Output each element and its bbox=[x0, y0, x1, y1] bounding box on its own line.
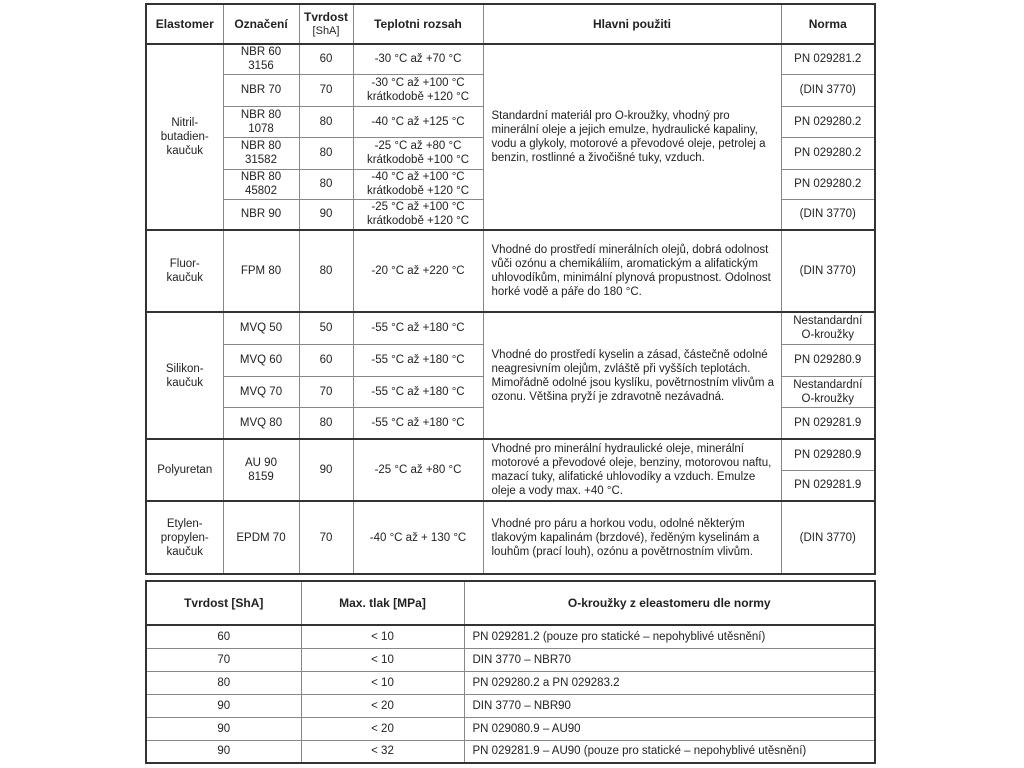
teplota-cell: -55 °C až +180 °C bbox=[353, 376, 483, 407]
tvrdost-cell: 80 bbox=[299, 169, 353, 199]
oznaceni-cell: AU 90 8159 bbox=[223, 439, 299, 501]
tvrdost-cell: 60 bbox=[299, 44, 353, 74]
elastomer-cell: Fluor- kaučuk bbox=[146, 230, 223, 312]
pressure-table bbox=[145, 580, 876, 764]
tlak-cell: < 20 bbox=[301, 717, 464, 740]
teplota-cell: -40 °C až + 130 °C bbox=[353, 501, 483, 574]
table-row bbox=[146, 501, 875, 574]
teplota-cell: -25 °C až +80 °C krátkodobě +100 °C bbox=[353, 137, 483, 169]
tvrdost-cell: 80 bbox=[299, 137, 353, 169]
elastomer-table bbox=[145, 3, 876, 575]
tlak-cell: < 10 bbox=[301, 625, 464, 648]
oznaceni-cell: MVQ 70 bbox=[223, 376, 299, 407]
norma-cell: (DIN 3770) bbox=[781, 74, 875, 106]
tvrdost-cell: 90 bbox=[146, 740, 301, 763]
pouziti-cell: Standardní materiál pro O-kroužky, vhodný pro minerální oleje a jejich emulze, hydraulické kapaliny, vodu a glykoly, motorové a převodové oleje, petrolej a benzin, rostlinné a živočišné tuky, vzduch. bbox=[483, 44, 781, 230]
norma-cell: (DIN 3770) bbox=[781, 199, 875, 230]
oznaceni-cell: NBR 90 bbox=[223, 199, 299, 230]
norma-cell: PN 029281.2 bbox=[781, 44, 875, 74]
header-oznaceni: Označení bbox=[223, 4, 299, 44]
table-row bbox=[146, 671, 875, 694]
norma-cell: PN 029281.9 – AU90 (pouze pro statické – nepohyblivé utěsnění) bbox=[464, 740, 875, 763]
pouziti-cell: Vhodné pro minerální hydraulické oleje, minerální motorové a převodové oleje, benziny, motorovou naftu, mazací tuky, alifatické uhlovodíky a vzduch. Emulze oleje a vody max. +40 °C. bbox=[483, 439, 781, 501]
norma-cell: DIN 3770 – NBR90 bbox=[464, 694, 875, 717]
tvrdost-cell: 90 bbox=[299, 199, 353, 230]
header-pouziti: Hlavni použiti bbox=[483, 4, 781, 44]
pouziti-cell: Vhodné do prostředí minerálních olejů, dobrá odolnost vůči ozónu a chemikáliím, aromatickým a alifatickým uhlovodíkům, minimální plynová propustnost. Odolnost horké vodě a páře do 180 °C. bbox=[483, 230, 781, 312]
table-row bbox=[146, 439, 875, 470]
header-tvrdost-unit: [ShA] bbox=[312, 25, 340, 37]
elastomer-cell: Polyuretan bbox=[146, 439, 223, 501]
tvrdost-cell: 70 bbox=[299, 501, 353, 574]
teplota-cell: -55 °C až +180 °C bbox=[353, 407, 483, 439]
norma-cell: Nestandardní O-kroužky bbox=[781, 312, 875, 344]
tvrdost-cell: 70 bbox=[299, 74, 353, 106]
table-row bbox=[146, 717, 875, 740]
pouziti-cell: Vhodné pro páru a horkou vodu, odolné některým tlakovým kapalinám (brzdové), ředěným kyselinám a louhům (prací louh), ozónu a povětrnostním vlivům. bbox=[483, 501, 781, 574]
norma-cell: PN 029281.2 (pouze pro statické – nepohyblivé utěsnění) bbox=[464, 625, 875, 648]
tvrdost-cell: 70 bbox=[299, 376, 353, 407]
table-row bbox=[146, 312, 875, 344]
norma-cell: PN 029280.9 bbox=[781, 344, 875, 376]
elastomer-cell: Etylen- propylen- kaučuk bbox=[146, 501, 223, 574]
table-row bbox=[146, 44, 875, 74]
norma-cell: PN 029280.2 bbox=[781, 106, 875, 137]
header-tvrdost bbox=[299, 4, 353, 44]
oznaceni-cell: MVQ 80 bbox=[223, 407, 299, 439]
elastomer-cell: Nitril- butadien- kaučuk bbox=[146, 44, 223, 230]
norma-cell: PN 029281.9 bbox=[781, 407, 875, 439]
oznaceni-cell: NBR 60 3156 bbox=[223, 44, 299, 74]
header-tvrdost-label: Tvrdost bbox=[303, 10, 348, 24]
teplota-cell: -30 °C až +70 °C bbox=[353, 44, 483, 74]
pouziti-cell: Vhodné do prostředí kyselin a zásad, částečně odolné neagresivním olejům, zvláště při vyšších teplotách. Mimořádně odolné jsou kyslíku, povětrnostním vlivům a ozonu. Většina pryží je zdravotně nezávadná. bbox=[483, 312, 781, 439]
header-col-2: O-kroužky z eleastomeru dle normy bbox=[464, 581, 875, 625]
oznaceni-cell: EPDM 70 bbox=[223, 501, 299, 574]
tvrdost-cell: 70 bbox=[146, 648, 301, 671]
table-row bbox=[146, 230, 875, 312]
norma-cell: DIN 3770 – NBR70 bbox=[464, 648, 875, 671]
norma-cell: PN 029280.2 bbox=[781, 169, 875, 199]
tvrdost-cell: 80 bbox=[299, 230, 353, 312]
tlak-cell: < 20 bbox=[301, 694, 464, 717]
tvrdost-cell: 60 bbox=[299, 344, 353, 376]
tvrdost-cell: 80 bbox=[299, 407, 353, 439]
norma-cell: PN 029280.2 a PN 029283.2 bbox=[464, 671, 875, 694]
norma-cell: PN 029080.9 – AU90 bbox=[464, 717, 875, 740]
norma-cell: PN 029280.2 bbox=[781, 137, 875, 169]
tvrdost-cell: 90 bbox=[299, 439, 353, 501]
tvrdost-cell: 80 bbox=[299, 106, 353, 137]
table-row bbox=[146, 625, 875, 648]
table-row bbox=[146, 740, 875, 763]
header-col-0: Tvrdost [ShA] bbox=[146, 581, 301, 625]
oznaceni-cell: MVQ 60 bbox=[223, 344, 299, 376]
teplota-cell: -40 °C až +125 °C bbox=[353, 106, 483, 137]
elastomer-cell: Silikon- kaučuk bbox=[146, 312, 223, 439]
tlak-cell: < 32 bbox=[301, 740, 464, 763]
tlak-cell: < 10 bbox=[301, 648, 464, 671]
header-col-1: Max. tlak [MPa] bbox=[301, 581, 464, 625]
tlak-cell: < 10 bbox=[301, 671, 464, 694]
oznaceni-cell: NBR 70 bbox=[223, 74, 299, 106]
norma-cell: (DIN 3770) bbox=[781, 501, 875, 574]
oznaceni-cell: FPM 80 bbox=[223, 230, 299, 312]
table-row bbox=[146, 694, 875, 717]
tvrdost-cell: 90 bbox=[146, 694, 301, 717]
header-teplota: Teplotni rozsah bbox=[353, 4, 483, 44]
norma-cell: PN 029281.9 bbox=[781, 470, 875, 501]
norma-cell: (DIN 3770) bbox=[781, 230, 875, 312]
oznaceni-cell: NBR 80 1078 bbox=[223, 106, 299, 137]
tvrdost-cell: 60 bbox=[146, 625, 301, 648]
header-norma: Norma bbox=[781, 4, 875, 44]
tvrdost-cell: 90 bbox=[146, 717, 301, 740]
teplota-cell: -40 °C až +100 °C krátkodobě +120 °C bbox=[353, 169, 483, 199]
tvrdost-cell: 80 bbox=[146, 671, 301, 694]
tvrdost-cell: 50 bbox=[299, 312, 353, 344]
teplota-cell: -55 °C až +180 °C bbox=[353, 344, 483, 376]
teplota-cell: -30 °C až +100 °C krátkodobě +120 °C bbox=[353, 74, 483, 106]
teplota-cell: -20 °C až +220 °C bbox=[353, 230, 483, 312]
norma-cell: PN 029280.9 bbox=[781, 439, 875, 470]
teplota-cell: -25 °C až +100 °C krátkodobě +120 °C bbox=[353, 199, 483, 230]
teplota-cell: -25 °C až +80 °C bbox=[353, 439, 483, 501]
oznaceni-cell: NBR 80 45802 bbox=[223, 169, 299, 199]
oznaceni-cell: NBR 80 31582 bbox=[223, 137, 299, 169]
header-elastomer: Elastomer bbox=[146, 4, 223, 44]
norma-cell: Nestandardní O-kroužky bbox=[781, 376, 875, 407]
teplota-cell: -55 °C až +180 °C bbox=[353, 312, 483, 344]
oznaceni-cell: MVQ 50 bbox=[223, 312, 299, 344]
table-row bbox=[146, 648, 875, 671]
